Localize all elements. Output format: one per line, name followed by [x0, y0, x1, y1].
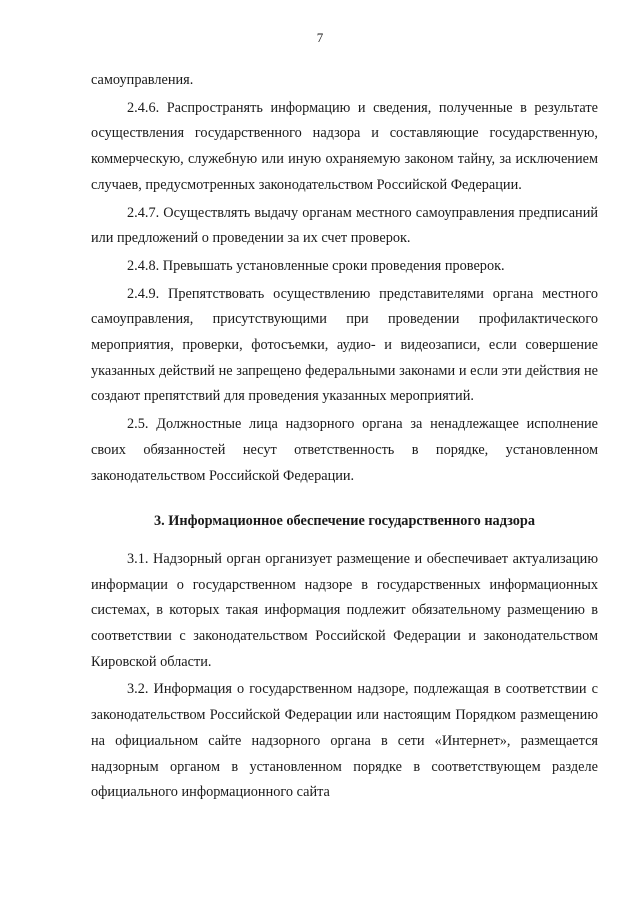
paragraph-3-1: 3.1. Надзорный орган организует размещение и обеспечивает актуализацию информации о государственном надзоре в государственных информационных системах, в которых такая информация подлежит обязательному размещению в соответствии с законодательством Российской Федерации и законодательством Кировской области.	[91, 550, 598, 670]
section-heading: 3. Информационное обеспечение государственного надзора	[153, 513, 536, 530]
document-body	[91, 68, 598, 806]
paragraph-2-4-7: 2.4.7. Осуществлять выдачу органам местного самоуправления предписаний или предложений о проведении за их счет проверок.	[91, 204, 598, 247]
paragraph-2-4-8: 2.4.8. Превышать установленные сроки проведения проверок.	[127, 257, 505, 274]
paragraph-2-4-9: 2.4.9. Препятствовать осуществлению представителями органа местного самоуправления, присутствующими при проведении профилактического мероприятия, проверки, фотосъемки, аудио- и видеозаписи, если совершение указанных действий не запрещено федеральными законами и если эти действия не создают препятствий для проведения указанных мероприятий.	[91, 285, 598, 405]
paragraph-2-5: 2.5. Должностные лица надзорного органа за ненадлежащее исполнение своих обязанностей несут ответственность в порядке, установленном законодательством Российской Федерации.	[91, 416, 598, 484]
paragraph-2-4-6: 2.4.6. Распространять информацию и сведения, полученные в результате осуществления государственного надзора и составляющие государственную, коммерческую, служебную или иную охраняемую законом тайну, за исключением случаев, предусмотренных законодательством Российской Федерации.	[91, 99, 598, 193]
paragraph-continuation: самоуправления.	[91, 72, 194, 88]
paragraph-3-2: 3.2. Информация о государственном надзоре, подлежащая в соответствии с законодательством Российской Федерации или настоящим Порядком размещению на официальном сайте надзорного органа в сети «Интернет», размещается надзорным органом в установленном порядке в соответствующем разделе официального информационного сайта	[91, 681, 598, 801]
page-number: 7	[316, 30, 324, 45]
